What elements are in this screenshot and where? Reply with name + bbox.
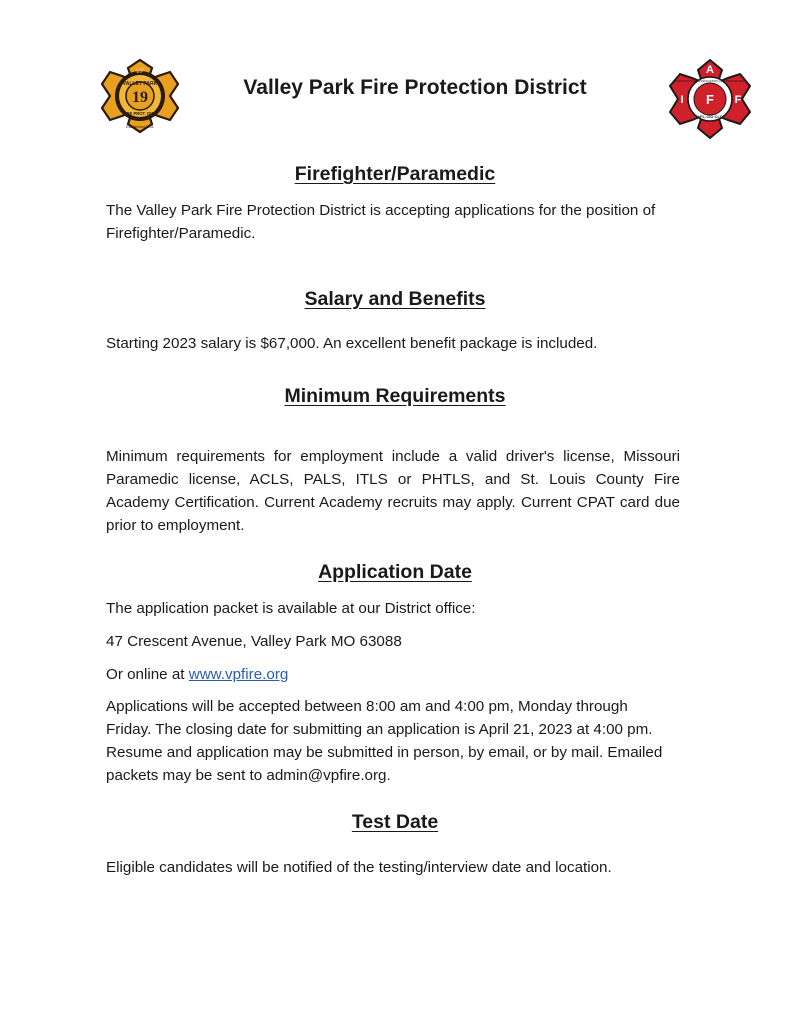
iaff-ring-text: INTERNATIONAL ASSOCIATION OF FIREFIGHTERS: [673, 79, 747, 83]
iaff-letter-i: I: [680, 94, 684, 106]
iaff-letter-f2: F: [706, 92, 714, 107]
test-text: Eligible candidates will be notified of the testing/interview date and location.: [106, 859, 612, 876]
district-title: Valley Park Fire Protection District: [243, 76, 587, 99]
requirements-text: Minimum requirements for employment include a valid driver's license, Missouri Paramedic license, ACLS, PALS, ITLS or PHTLS, and St. Louis County Fire Academy Certification. Current Academy recruits may apply. Current CPAT card due prior to employment.: [106, 448, 680, 534]
badge-number: 19: [132, 89, 148, 106]
badge-tagline: Established 1931: [126, 125, 154, 129]
application-online: [106, 663, 680, 686]
iaff-union-logo: [668, 58, 752, 140]
position-text: The Valley Park Fire Protection District is accepting applications for the position of Firefighter/Paramedic.: [106, 202, 656, 242]
iaff-letter-f1: F: [734, 94, 742, 106]
salary-text: Starting 2023 salary is $67,000. An excellent benefit package is included.: [106, 335, 598, 352]
badge-bottom-text: FIRE PROT. DIST.: [122, 111, 158, 116]
website-link[interactable]: www.vpfire.org: [188, 666, 289, 683]
badge-top-text: VP: [135, 68, 145, 75]
application-address: 47 Crescent Avenue, Valley Park MO 63088: [106, 633, 402, 650]
salary-heading: Salary and Benefits: [304, 288, 486, 310]
badge-ring-text: VALLEY PARK: [122, 81, 158, 87]
application-details: Applications will be accepted between 8:00 am and 4:00 pm, Monday through Friday. The closing date for submitting an application is April 21, 2023 at 4:00 pm. Resume and application may be submitted in person, by email, or by mail. Emailed packets may be sent to admin@vpfire.org.: [106, 698, 663, 784]
iaff-local-text: AFL-CIO CLC: [697, 114, 723, 119]
online-prefix: Or online at: [106, 666, 189, 683]
application-heading: Application Date: [318, 561, 472, 583]
iaff-letter-a: A: [706, 64, 714, 76]
position-heading: Firefighter/Paramedic: [294, 163, 496, 185]
application-line1: The application packet is available at our District office:: [106, 600, 476, 617]
valley-park-fire-badge-logo: [100, 58, 180, 134]
requirements-heading: Minimum Requirements: [284, 385, 506, 407]
test-heading: Test Date: [351, 811, 439, 833]
document-header: [0, 58, 790, 134]
